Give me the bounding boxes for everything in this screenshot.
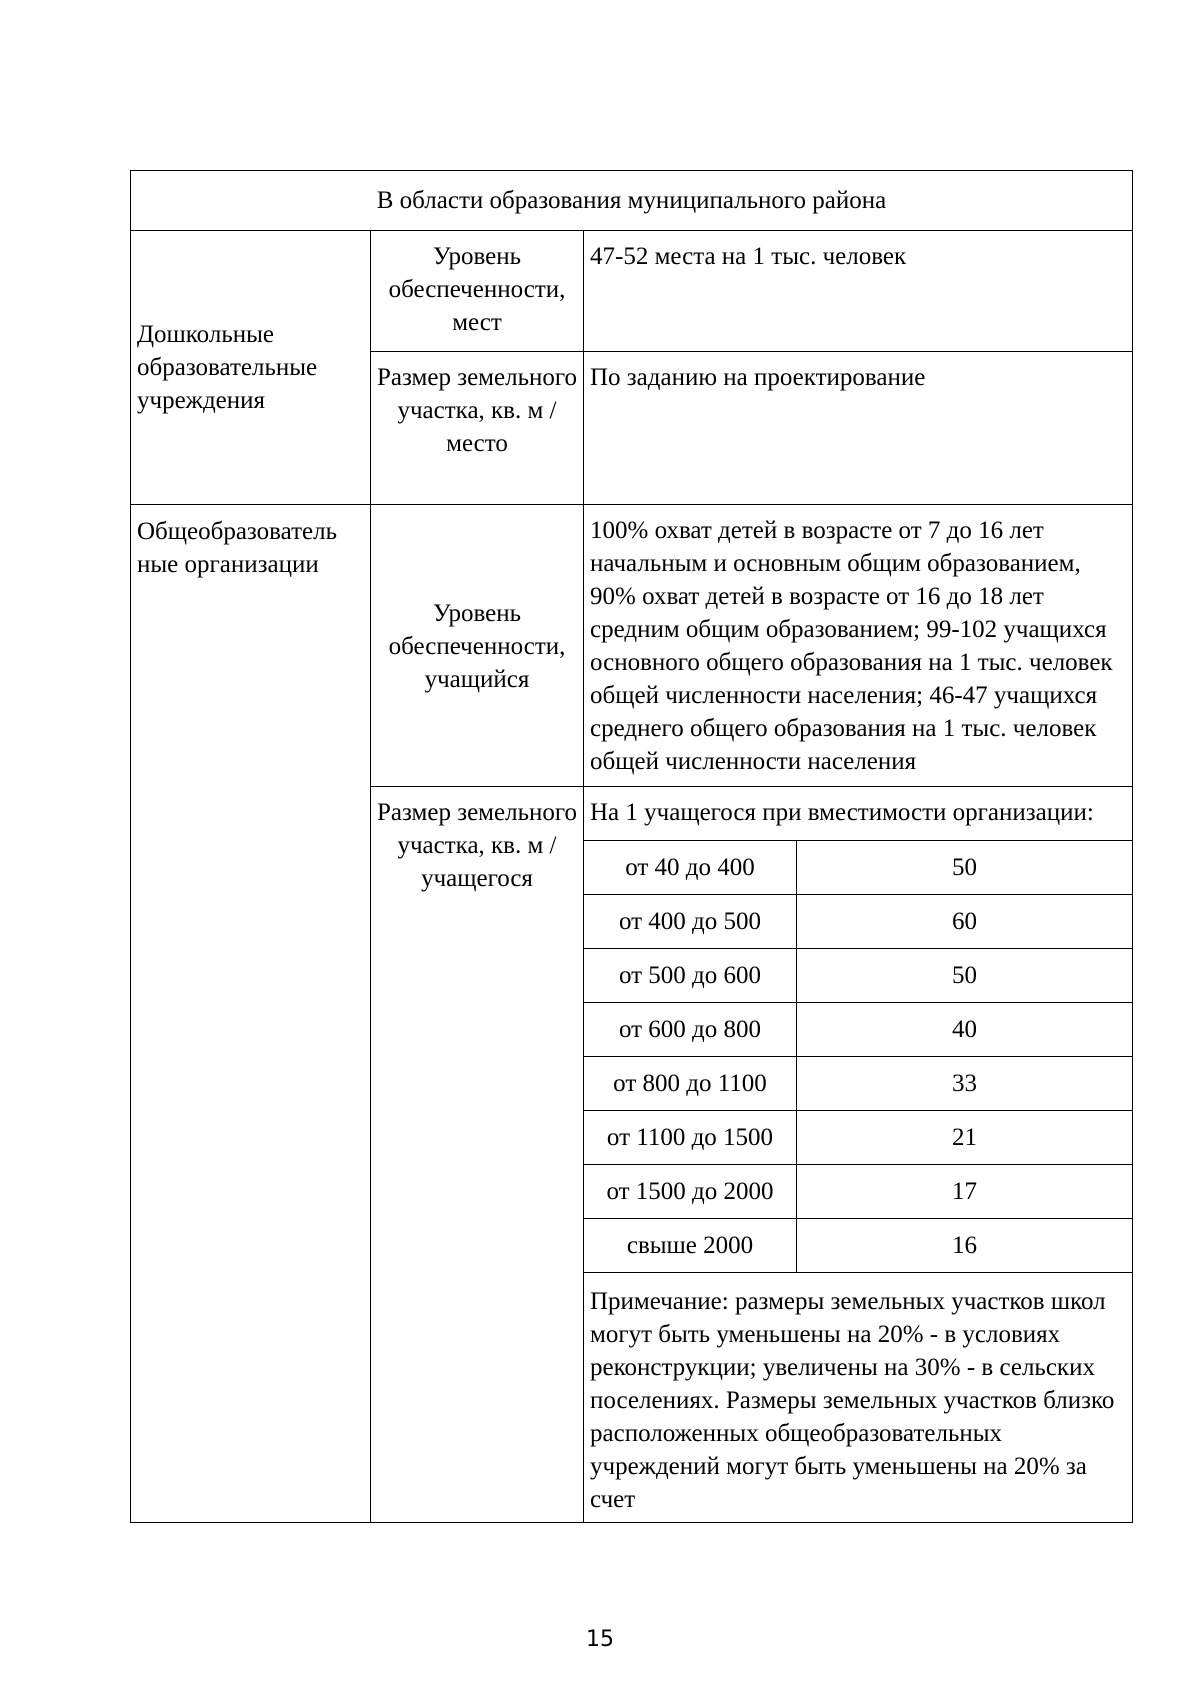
range-label: от 800 до 1100 (584, 1057, 797, 1111)
range-value: 33 (797, 1057, 1133, 1111)
general-land-intro: На 1 учащегося при вместимости организации: (584, 787, 1133, 841)
general-level-label: Уровень обеспеченности, учащийся (371, 505, 584, 787)
range-label: от 1100 до 1500 (584, 1111, 797, 1165)
range-value: 17 (797, 1165, 1133, 1219)
preschool-level-row (131, 231, 1133, 352)
preschool-level-value: 47-52 места на 1 тыс. человек (584, 231, 1133, 352)
range-value: 16 (797, 1219, 1133, 1273)
preschool-land-label: Размер земельного участка, кв. м / место (371, 352, 584, 505)
preschool-level-label: Уровень обеспеченности, мест (371, 231, 584, 352)
general-land-label: Размер земельного участка, кв. м / учащегося (371, 787, 584, 1523)
range-label: от 1500 до 2000 (584, 1165, 797, 1219)
page-number: 15 (586, 1627, 614, 1652)
range-value: 50 (797, 949, 1133, 1003)
table-title: В области образования муниципального района (131, 171, 1133, 231)
range-value: 40 (797, 1003, 1133, 1057)
range-value: 60 (797, 895, 1133, 949)
range-label: от 40 до 400 (584, 841, 797, 895)
general-category: Общеобразователь ные организации (131, 505, 371, 1523)
general-level-value: 100% охват детей в возрасте от 7 до 16 лет начальным и основным общим образованием, 90% охват детей в возрасте от 16 до 18 лет средним общим образованием; 99-102 учащихся основного общего образования на 1 тыс. человек общей численности населения; 46-47 учащихся среднего общего образования на 1 тыс. человек общей численности населения (584, 505, 1133, 787)
range-value: 50 (797, 841, 1133, 895)
range-label: от 400 до 500 (584, 895, 797, 949)
range-label: от 600 до 800 (584, 1003, 797, 1057)
preschool-land-value: По заданию на проектирование (584, 352, 1133, 505)
general-note: Примечание: размеры земельных участков школ могут быть уменьшены на 20% - в условиях реконструкции; увеличены на 30% - в сельских поселениях. Размеры земельных участков близко расположенных общеобразовательных учреждений могут быть уменьшены на 20% за счет (584, 1273, 1133, 1523)
general-level-row (131, 505, 1133, 787)
education-standards-table (130, 170, 1133, 1523)
range-label: от 500 до 600 (584, 949, 797, 1003)
range-value: 21 (797, 1111, 1133, 1165)
table-title-row (131, 171, 1133, 231)
range-label: свыше 2000 (584, 1219, 797, 1273)
preschool-category: Дошкольные образовательные учреждения (131, 231, 371, 505)
